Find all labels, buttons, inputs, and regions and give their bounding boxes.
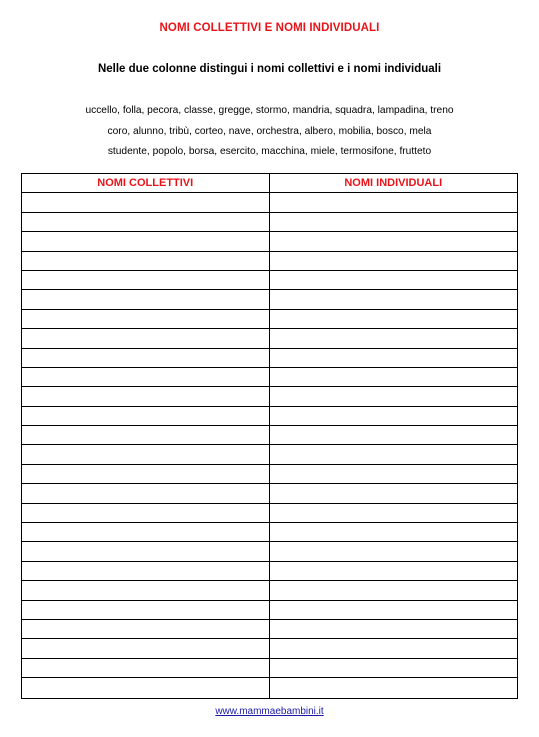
individual-answer-cell[interactable] [270, 678, 518, 697]
collective-answer-cell[interactable] [22, 387, 270, 405]
collective-answer-cell[interactable] [22, 445, 270, 463]
collective-answer-cell[interactable] [22, 349, 270, 367]
table-row [22, 542, 517, 561]
individual-answer-cell[interactable] [270, 601, 518, 619]
table-row [22, 639, 517, 658]
individual-answer-cell[interactable] [270, 387, 518, 405]
individual-answer-cell[interactable] [270, 368, 518, 386]
table-row [22, 465, 517, 484]
word-list [0, 101, 539, 163]
table-row [22, 271, 517, 290]
individual-answer-cell[interactable] [270, 349, 518, 367]
table-row [22, 659, 517, 678]
word-list-line-2: coro, alunno, tribù, corteo, nave, orchestra, albero, mobilia, bosco, mela [107, 125, 432, 137]
table-row [22, 387, 517, 406]
answer-table [21, 173, 518, 699]
collective-answer-cell[interactable] [22, 426, 270, 444]
header-collective-nouns: NOMI COLLETTIVI [22, 174, 270, 192]
table-row [22, 329, 517, 348]
individual-answer-cell[interactable] [270, 562, 518, 580]
collective-answer-cell[interactable] [22, 542, 270, 560]
table-row [22, 484, 517, 503]
collective-answer-cell[interactable] [22, 232, 270, 250]
table-header-row [22, 174, 517, 193]
table-row [22, 213, 517, 232]
collective-answer-cell[interactable] [22, 601, 270, 619]
collective-answer-cell[interactable] [22, 659, 270, 677]
collective-answer-cell[interactable] [22, 290, 270, 308]
instruction-text: Nelle due colonne distingui i nomi collettivi e i nomi individuali [97, 63, 442, 75]
individual-answer-cell[interactable] [270, 426, 518, 444]
collective-answer-cell[interactable] [22, 407, 270, 425]
header-individual-nouns: NOMI INDIVIDUALI [344, 177, 443, 189]
collective-answer-cell[interactable] [22, 581, 270, 599]
table-row [22, 232, 517, 251]
collective-answer-cell[interactable] [22, 562, 270, 580]
word-list-line-3: studente, popolo, borsa, esercito, macchina, miele, termosifone, frutteto [107, 146, 432, 157]
individual-answer-cell[interactable] [270, 639, 518, 657]
table-row [22, 445, 517, 464]
collective-answer-cell[interactable] [22, 310, 270, 328]
collective-answer-cell[interactable] [22, 523, 270, 541]
collective-answer-cell[interactable] [22, 678, 270, 697]
collective-answer-cell[interactable] [22, 252, 270, 270]
individual-answer-cell[interactable] [270, 407, 518, 425]
individual-answer-cell[interactable] [270, 484, 518, 502]
table-row [22, 562, 517, 581]
individual-answer-cell[interactable] [270, 290, 518, 308]
collective-answer-cell[interactable] [22, 484, 270, 502]
word-list-line-1: uccello, folla, pecora, classe, gregge, stormo, mandria, squadra, lampadina, treno [85, 105, 454, 116]
table-row [22, 523, 517, 542]
individual-answer-cell[interactable] [270, 271, 518, 289]
collective-answer-cell[interactable] [22, 620, 270, 638]
collective-answer-cell[interactable] [22, 193, 270, 211]
table-row [22, 290, 517, 309]
individual-answer-cell[interactable] [270, 232, 518, 250]
individual-answer-cell[interactable] [270, 213, 518, 231]
individual-answer-cell[interactable] [270, 504, 518, 522]
table-row [22, 193, 517, 212]
individual-answer-cell[interactable] [270, 620, 518, 638]
individual-answer-cell[interactable] [270, 445, 518, 463]
table-row [22, 407, 517, 426]
individual-answer-cell[interactable] [270, 542, 518, 560]
collective-answer-cell[interactable] [22, 329, 270, 347]
table-row [22, 426, 517, 445]
individual-answer-cell[interactable] [270, 329, 518, 347]
individual-answer-cell[interactable] [270, 581, 518, 599]
collective-answer-cell[interactable] [22, 213, 270, 231]
individual-answer-cell[interactable] [270, 310, 518, 328]
collective-answer-cell[interactable] [22, 271, 270, 289]
table-row [22, 581, 517, 600]
individual-answer-cell[interactable] [270, 252, 518, 270]
footer-website-link[interactable]: www.mammaebambini.it [215, 706, 324, 717]
table-row [22, 368, 517, 387]
individual-answer-cell[interactable] [270, 465, 518, 483]
table-row [22, 349, 517, 368]
collective-answer-cell[interactable] [22, 639, 270, 657]
collective-answer-cell[interactable] [22, 368, 270, 386]
collective-answer-cell[interactable] [22, 504, 270, 522]
collective-answer-cell[interactable] [22, 465, 270, 483]
individual-answer-cell[interactable] [270, 523, 518, 541]
table-row [22, 504, 517, 523]
table-row [22, 620, 517, 639]
table-row [22, 678, 517, 697]
individual-answer-cell[interactable] [270, 659, 518, 677]
table-row [22, 310, 517, 329]
table-row [22, 601, 517, 620]
worksheet-title: NOMI COLLETTIVI E NOMI INDIVIDUALI [159, 22, 380, 34]
individual-answer-cell[interactable] [270, 193, 518, 211]
table-row [22, 252, 517, 271]
